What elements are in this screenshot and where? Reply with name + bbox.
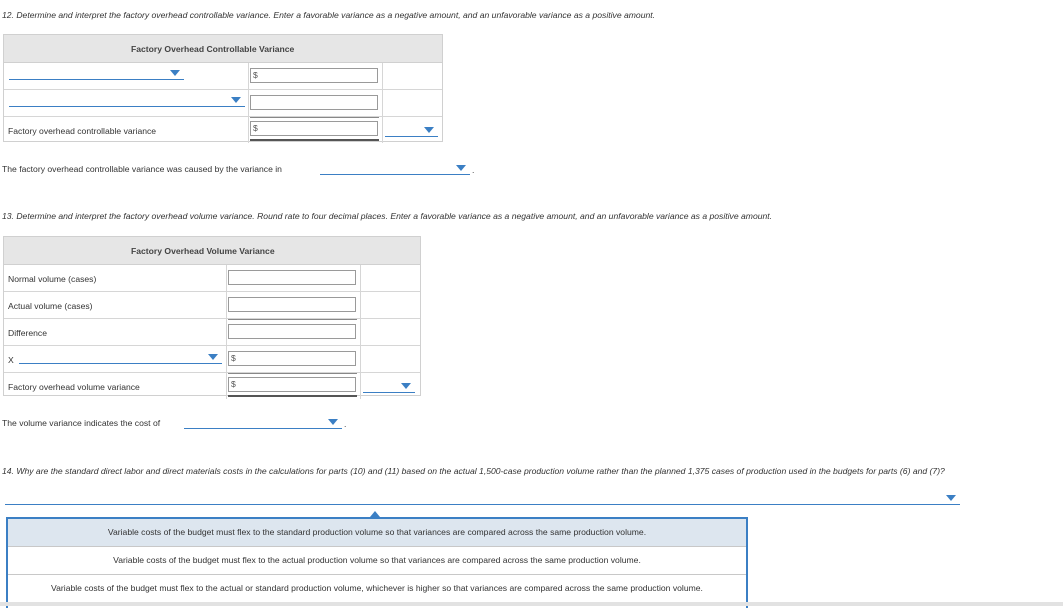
table-title: Factory Overhead Controllable Variance	[131, 44, 295, 54]
table-header	[4, 35, 442, 63]
difference-label: Difference	[8, 328, 48, 338]
list-item[interactable]: Variable costs of the budget must flex to the actual production volume so that variances are compared across the same production volume.	[8, 547, 746, 575]
table-row	[4, 90, 442, 117]
rate-dropdown[interactable]	[19, 352, 222, 364]
q14-answer-dropdown[interactable]	[5, 493, 960, 505]
table-row	[4, 292, 420, 319]
controllable-variance-table	[3, 34, 443, 142]
table-row	[4, 373, 420, 399]
q12-sentence: The factory overhead controllable variance was caused by the variance in	[2, 164, 282, 174]
difference-input[interactable]	[228, 324, 356, 339]
table-row	[4, 319, 420, 346]
row2-amount-input[interactable]	[250, 95, 378, 110]
actual-volume-input[interactable]	[228, 297, 356, 312]
chevron-down-icon	[328, 419, 338, 425]
volume-variance-label: Factory overhead volume variance	[8, 382, 140, 392]
list-item[interactable]: Variable costs of the budget must flex to the standard production volume so that variances are compared across the same production volume.	[8, 519, 746, 547]
volume-variance-input[interactable]: $	[228, 377, 356, 392]
volume-fav-unfav-dropdown[interactable]	[363, 381, 415, 393]
actual-volume-label: Actual volume (cases)	[8, 301, 93, 311]
controllable-fav-unfav-dropdown[interactable]	[385, 125, 438, 137]
controllable-cause-dropdown[interactable]	[320, 163, 470, 175]
volume-cost-dropdown[interactable]	[184, 417, 342, 429]
chevron-down-icon	[424, 127, 434, 133]
q12-prompt: 12. Determine and interpret the factory overhead controllable variance. Enter a favorable variance as a negative amount, and an unfavorable variance as a positive amount.	[2, 10, 656, 20]
controllable-variance-input[interactable]: $	[250, 121, 378, 136]
rate-input[interactable]: $	[228, 351, 356, 366]
q14-prompt: 14. Why are the standard direct labor and direct materials costs in the calculations for parts (10) and (11) based on the actual 1,500-case production volume rather than the planned 1,375 cases of production used in the budgets for parts (6) and (7)?	[2, 466, 945, 476]
chevron-down-icon	[946, 495, 956, 501]
controllable-variance-label: Factory overhead controllable variance	[8, 126, 157, 136]
normal-volume-label: Normal volume (cases)	[8, 274, 97, 284]
table-row	[4, 117, 442, 143]
q13-prompt: 13. Determine and interpret the factory overhead volume variance. Round rate to four decimal places. Enter a favorable variance as a negative amount, and an unfavorable variance as a positive amount.	[2, 211, 773, 221]
table-row	[4, 346, 420, 373]
horizontal-scrollbar[interactable]	[0, 602, 1063, 606]
volume-variance-table	[3, 236, 421, 396]
chevron-down-icon	[456, 165, 466, 171]
multiply-label: X	[8, 355, 14, 365]
q14-options-list	[6, 517, 748, 608]
table-title: Factory Overhead Volume Variance	[131, 246, 275, 256]
normal-volume-input[interactable]	[228, 270, 356, 285]
table-row	[4, 265, 420, 292]
chevron-down-icon	[170, 70, 180, 76]
period: .	[344, 419, 347, 429]
period: .	[472, 165, 475, 175]
list-item[interactable]: Variable costs of the budget must flex to the actual or standard production volume, whichever is higher so that variances are compared across the same production volume.	[8, 575, 746, 603]
row1-dropdown[interactable]	[9, 68, 184, 80]
chevron-down-icon	[231, 97, 241, 103]
q13-sentence: The volume variance indicates the cost of	[2, 418, 161, 428]
chevron-down-icon	[208, 354, 218, 360]
chevron-down-icon	[401, 383, 411, 389]
row1-amount-input[interactable]: $	[250, 68, 378, 83]
table-row	[4, 63, 442, 90]
table-header	[4, 237, 420, 265]
row2-dropdown[interactable]	[9, 95, 245, 107]
